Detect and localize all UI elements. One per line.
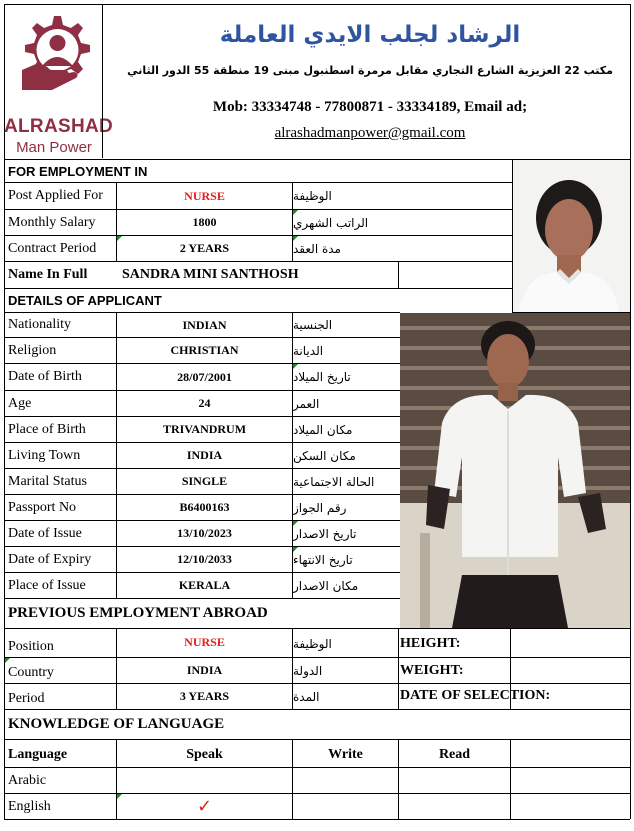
name-label: Name In Full (8, 267, 88, 282)
logo-name: ALRASHAD (4, 116, 114, 137)
passport-value[interactable]: B6400163 (179, 500, 230, 514)
employment-heading: FOR EMPLOYMENT IN (8, 163, 148, 179)
language-row-arabic: Arabic (8, 772, 47, 788)
prev-position-label: Position (8, 638, 54, 654)
post-value[interactable]: NURSE (184, 188, 225, 203)
dob-label: Date of Birth (8, 369, 82, 384)
age-label-ar: العمر (293, 396, 320, 411)
prev-position-value[interactable]: NURSE (184, 634, 225, 649)
issue-place-value[interactable]: KERALA (178, 578, 231, 592)
living-town-label-ar: مكان السكن (293, 448, 356, 463)
language-row-english: English (8, 798, 51, 814)
header (0, 0, 634, 158)
issue-place-label-ar: مكان الاصدار (293, 578, 359, 593)
prev-period-value[interactable]: 3 YEARS (179, 688, 230, 703)
post-label-ar: الوظيفة (293, 189, 332, 203)
issue-place-label: Place of Issue (8, 577, 86, 593)
age-value[interactable]: 24 (198, 396, 211, 410)
previous-heading: PREVIOUS EMPLOYMENT ABROAD (8, 605, 268, 621)
expiry-value[interactable]: 12/10/2033 (177, 552, 232, 566)
passport-photo (513, 160, 630, 312)
dob-value[interactable]: 28/07/2001 (177, 369, 232, 384)
contact-email[interactable]: alrashadmanpower@gmail.com (274, 125, 466, 141)
religion-label-ar: الديانة (293, 343, 324, 358)
prev-country-label: Country (8, 664, 54, 680)
marital-label: Marital Status (8, 473, 87, 489)
pob-label-ar: مكان الميلاد (293, 422, 353, 437)
applicant-heading: DETAILS OF APPLICANT (8, 293, 162, 308)
col-read: Read (438, 746, 471, 762)
pob-value[interactable]: TRIVANDRUM (162, 422, 247, 436)
prev-position-label-ar: الوظيفة (293, 637, 332, 651)
dob-label-ar: تاريخ الميلاد (293, 370, 351, 384)
passport-label: Passport No (8, 499, 77, 515)
contact-line: Mob: 33334748 - 77800871 - 33334189, Email ad; (212, 99, 528, 115)
company-title-ar: الرشاد لجلب الايدي العاملة (219, 22, 521, 48)
expiry-label-ar: تاريخ الانتهاء (293, 552, 353, 567)
col-speak: Speak (186, 746, 223, 762)
post-label: Post Applied For (8, 188, 103, 203)
expiry-label: Date of Expiry (8, 551, 92, 567)
height-label: HEIGHT: (400, 636, 461, 651)
religion-label: Religion (8, 342, 57, 358)
prev-country-value[interactable]: INDIA (186, 662, 223, 677)
full-body-photo (400, 313, 630, 628)
logo-subtitle: Man Power (16, 139, 92, 156)
nationality-label: Nationality (8, 317, 71, 332)
language-heading: KNOWLEDGE OF LANGUAGE (8, 716, 225, 732)
prev-country-label-ar: الدولة (293, 664, 323, 678)
pob-label: Place of Birth (8, 421, 86, 437)
arabic-speak[interactable] (117, 768, 292, 793)
living-town-label: Living Town (8, 447, 81, 463)
issue-date-value[interactable]: 13/10/2023 (177, 526, 232, 540)
age-label: Age (8, 395, 32, 411)
issue-date-label: Date of Issue (8, 525, 82, 541)
contract-value[interactable]: 2 YEARS (179, 241, 230, 255)
salary-value[interactable]: 1800 (192, 215, 217, 229)
marital-label-ar: الحالة الاجتماعية (293, 474, 375, 489)
english-speak-check[interactable]: ✓ (196, 796, 213, 817)
company-logo (4, 8, 114, 156)
nationality-value[interactable]: INDIAN (182, 317, 227, 332)
selection-date-label: DATE OF SELECTION: (400, 688, 551, 703)
company-address-ar: مكتب 22 العزيزية الشارع التجاري مقابل مرمرة اسطنبول مبنى 19 منطقة 55 الدور الثاني (127, 64, 613, 77)
weight-label: WEIGHT: (400, 662, 464, 678)
salary-label-ar: الراتب الشهري (293, 215, 369, 230)
col-write: Write (328, 746, 363, 762)
nationality-label-ar: الجنسية (293, 318, 333, 332)
contract-label-ar: مدة العقد (293, 241, 341, 256)
passport-label-ar: رقم الجواز (293, 500, 347, 515)
name-value[interactable]: SANDRA MINI SANTHOSH (122, 267, 299, 282)
issue-date-label-ar: تاريخ الاصدار (293, 526, 357, 541)
prev-period-label: Period (8, 690, 45, 706)
salary-label: Monthly Salary (8, 214, 96, 230)
contract-label: Contract Period (8, 240, 97, 256)
col-language: Language (8, 746, 68, 762)
marital-value[interactable]: SINGLE (181, 474, 228, 488)
religion-value[interactable]: CHRISTIAN (170, 343, 239, 357)
gear-person-icon (4, 8, 104, 108)
prev-period-label-ar: المدة (293, 690, 320, 704)
living-town-value[interactable]: INDIA (186, 448, 223, 462)
